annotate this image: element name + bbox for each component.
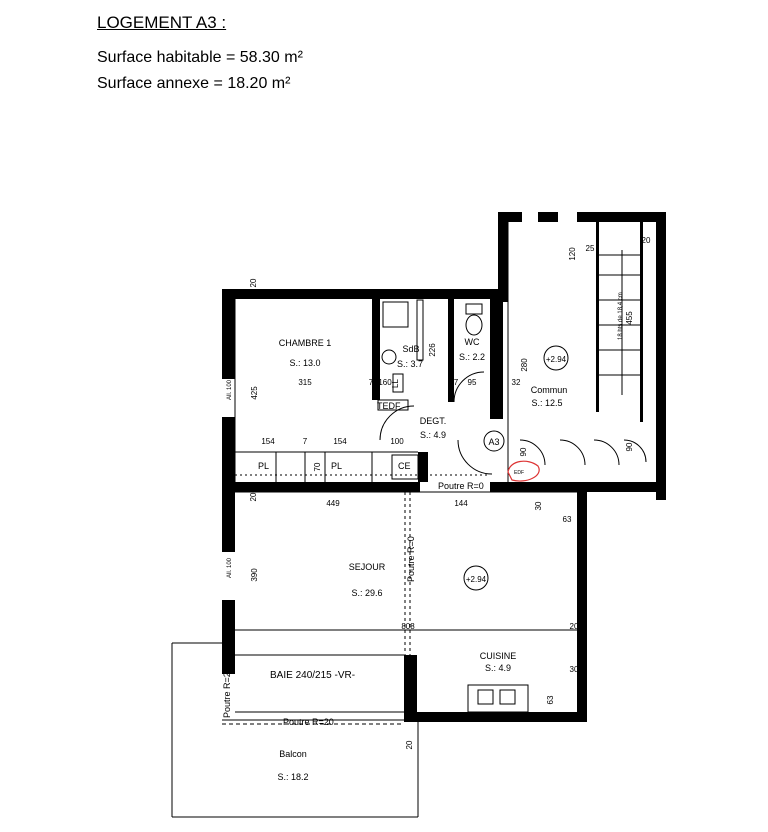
dim-280: 280 (520, 358, 529, 372)
walls (222, 212, 666, 722)
ce-label: CE (398, 461, 411, 471)
unit-tag-text: A3 (488, 437, 500, 447)
room-chambre-name: CHAMBRE 1 (278, 338, 332, 348)
room-wc-area: S.: 2.2 (458, 352, 486, 362)
dim-20-balcony: 20 (405, 740, 414, 750)
stair-label: 18 hts de 18,4 cm (618, 292, 624, 340)
poutre-r20-horizontal: Poutre R=20 (283, 717, 334, 727)
dim-7-c: 7 (302, 437, 308, 446)
dim-25: 25 (585, 244, 595, 253)
dim-425: 425 (250, 386, 259, 400)
allege-100-b: All. 100 (227, 557, 233, 578)
poutre-r0-horizontal: Poutre R=0 (438, 481, 484, 491)
room-balcon-area: S.: 18.2 (277, 772, 309, 782)
room-cuisine-area: S.: 4.9 (484, 663, 512, 673)
dim-808: 808 (401, 622, 415, 631)
baie-label: BAIE 240/215 -VR- (270, 670, 356, 681)
dim-20-mid: 20 (249, 492, 258, 502)
poutre-r20-vertical: Poutre R=20 (222, 667, 232, 718)
dim-90-a: 90 (519, 447, 528, 457)
dim-315: 315 (298, 378, 312, 387)
dim-95: 95 (467, 378, 477, 387)
room-commun-area: S.: 12.5 (531, 398, 563, 408)
allege-120-b: All. 120 (466, 293, 487, 299)
dim-63-b: 63 (546, 695, 555, 705)
dim-90-b: 90 (625, 442, 634, 452)
room-balcon-name: Balcon (279, 749, 307, 759)
allege-110: All. 110 (488, 716, 508, 722)
dim-7-b: 7 (453, 378, 459, 387)
dim-455: 455 (625, 311, 634, 325)
surface-annexe: Surface annexe = 18.20 m² (97, 75, 291, 92)
dim-120: 120 (568, 247, 577, 261)
poutre-r0-vertical: Poutre R=0 (406, 536, 416, 582)
level-sejour-value: +2.94 (465, 575, 487, 584)
room-wc-name: WC (464, 337, 480, 347)
dim-7-a: 7 (368, 378, 374, 387)
dim-20-top-right: 20 (641, 236, 651, 245)
dim-100: 100 (390, 437, 404, 446)
room-sejour-area: S.: 29.6 (351, 588, 383, 598)
dim-20-right: 20 (569, 622, 579, 631)
dim-20-top-left: 20 (249, 278, 258, 288)
plan-lines (172, 222, 646, 817)
room-commun-name: Commun (530, 385, 568, 395)
unit-title: LOGEMENT A3 : (97, 13, 227, 32)
surface-habitable: Surface habitable = 58.30 m² (97, 49, 303, 66)
allege-120-a: All. 120 (418, 293, 439, 299)
level-commun-value: +2.94 (545, 355, 567, 364)
dim-154-a: 154 (261, 437, 275, 446)
placard-left-label: PL (258, 461, 270, 471)
ll-label: LL (391, 379, 400, 388)
room-cuisine-name: CUISINE (479, 651, 517, 661)
dim-70: 70 (313, 462, 322, 472)
room-sdb-name: SdB (402, 344, 420, 354)
allege-100-a: All. 100 (227, 379, 233, 400)
dim-160: 160 (378, 378, 392, 387)
dim-226: 226 (428, 343, 437, 357)
dim-30-a: 30 (534, 501, 543, 511)
dim-63-a: 63 (562, 515, 572, 524)
dim-449: 449 (326, 499, 340, 508)
room-sdb-area: S.: 3.7 (396, 359, 424, 369)
placard-right-label: PL (331, 461, 343, 471)
dim-30-b: 30 (569, 665, 579, 674)
edf-label: EDF (514, 470, 524, 476)
dim-144: 144 (454, 499, 468, 508)
room-sejour-name: SEJOUR (348, 562, 386, 572)
dim-154-b: 154 (333, 437, 347, 446)
dim-32: 32 (511, 378, 521, 387)
room-degt-area: S.: 4.9 (419, 430, 447, 440)
dim-390: 390 (250, 568, 259, 582)
room-degt-name: DEGT. (419, 416, 447, 426)
tedf-label: TEDF (377, 401, 401, 411)
room-chambre-area: S.: 13.0 (289, 358, 321, 368)
